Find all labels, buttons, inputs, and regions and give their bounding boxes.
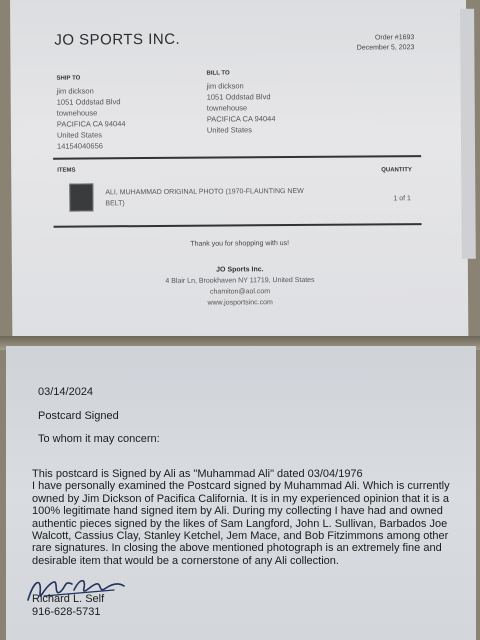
invoice-footer (12, 263, 468, 310)
ship-to-line: United States (56, 130, 103, 140)
footer-email: chamiton@aol.com (210, 288, 271, 296)
signer-name: Richard L. Self (32, 593, 105, 605)
item-quantity: 1 of 1 (393, 195, 411, 203)
bill-to-line: jim dickson (206, 81, 244, 91)
ship-to-line: 1051 Oddstad Blvd (56, 97, 121, 107)
footer-company: JO Sports Inc. (216, 266, 264, 274)
letter-body-line: rare signatures. In closing the above mentioned photograph is an extremely fine and (32, 542, 442, 555)
footer-website: www.josportsinc.com (207, 299, 273, 307)
ship-to-label: SHIP TO (56, 75, 81, 82)
bill-to-line: 1051 Oddstad Blvd (206, 92, 271, 102)
order-date: December 5, 2023 (356, 44, 415, 52)
thank-you-message: Thank you for shopping with us! (190, 240, 290, 248)
bill-to-label: BILL TO (206, 70, 230, 77)
letter-subject: Postcard Signed (38, 410, 119, 422)
bill-to-line: United States (206, 125, 252, 135)
letter-body (32, 468, 450, 567)
bill-to-address (207, 80, 276, 135)
ship-to-line: PACIFICA CA 94044 (56, 119, 126, 129)
paper-edge (460, 9, 476, 259)
company-name: JO SPORTS INC. (54, 30, 181, 49)
item-title-line: ALI, MUHAMMAD ORIGINAL PHOTO (1970-FLAUNTING NEW (105, 187, 304, 197)
letter-body-line: desirable item that would be a cornerstone of any Ali collection. (32, 554, 339, 567)
item-title (105, 186, 335, 210)
bill-to-line: PACIFICA CA 94044 (206, 114, 276, 124)
order-number: Order #1693 (374, 34, 415, 42)
items-header: ITEMS (57, 167, 76, 174)
order-info (357, 33, 415, 53)
letter-body-line: Walcott, Cassius Clay, Stanley Ketchel, Jem Mace, and Bob Fitzimmons among other (32, 530, 449, 543)
footer-address: 4 Blair Ln, Brookhaven NY 11719, United States (165, 276, 315, 285)
ship-to-line: 14154040656 (56, 141, 103, 151)
letter-salutation: To whom it may concern: (38, 433, 160, 445)
letter-body-line: I have personally examined the Postcard signed by Muhammad Ali. Which is currently (32, 480, 450, 493)
letter-date: 03/14/2024 (38, 386, 94, 398)
quantity-header: QUANTITY (381, 167, 412, 174)
letter-body-line: owned by Jim Dickson of Pacifica California. It is in my experienced opinion that it is a (32, 492, 449, 505)
ship-to-line: jim dickson (56, 86, 94, 96)
invoice-sheet (10, 0, 468, 345)
letter-body-line: This postcard is Signed by Ali as "Muhammad Ali" dated 03/04/1976 (32, 468, 363, 480)
letter-body-line: 100% legitimate hand signed item by Ali. During my collecting I have had and owned (32, 505, 443, 518)
bill-to-line: townehouse (206, 103, 248, 113)
signer-phone: 916-628-5731 (32, 606, 101, 618)
ship-to-address (57, 85, 126, 151)
ship-to-line: townehouse (56, 108, 98, 118)
letter-body-line: authentic pieces signed by the likes of Sam Langford, John L. Sullivan, Barbados Joe (32, 517, 448, 530)
divider (53, 155, 421, 159)
item-title-line: BELT) (105, 200, 125, 208)
divider (54, 223, 422, 227)
item-thumbnail (69, 183, 93, 211)
